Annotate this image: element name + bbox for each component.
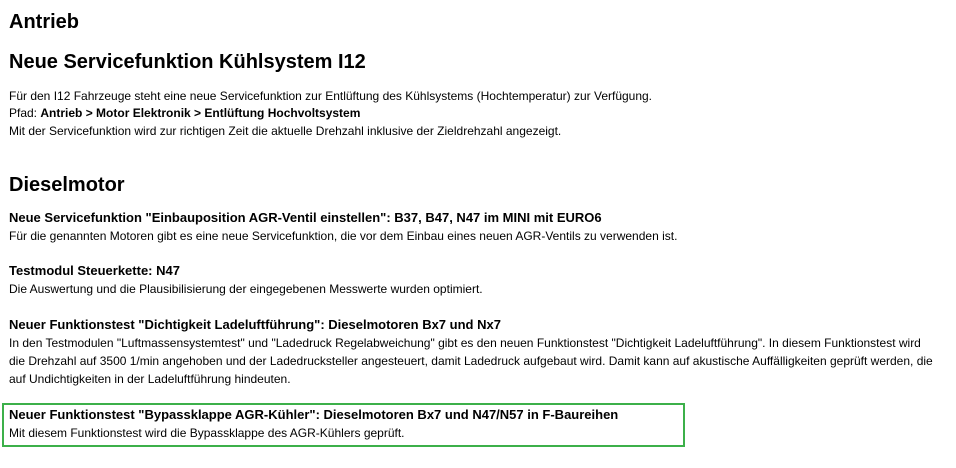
service-path-label: Pfad: xyxy=(9,106,41,120)
service-path-value: Antrieb > Motor Elektronik > Entlüftung Hochvoltsystem xyxy=(40,106,361,120)
service-title-kuehlsystem: Neue Servicefunktion Kühlsystem I12 xyxy=(9,51,366,73)
item-title-steuerkette: Testmodul Steuerkette: N47 xyxy=(9,263,180,278)
service-path xyxy=(9,104,360,122)
item-title-bypassklappe: Neuer Funktionstest "Bypassklappe AGR-Kühler": Dieselmotoren Bx7 und N47/N57 in F-Baureihen xyxy=(9,407,619,422)
item-text-agr-ventil: Für die genannten Motoren gibt es eine neue Servicefunktion, die vor dem Einbau eines neuen AGR-Ventils zu verwenden ist. xyxy=(9,229,678,243)
section-heading-antrieb: Antrieb xyxy=(9,11,79,33)
service-description: Für den I12 Fahrzeuge steht eine neue Servicefunktion zur Entlüftung des Kühlsystems (Hochtemperatur) zur Verfügung. xyxy=(9,89,653,103)
item-text-steuerkette: Die Auswertung und die Plausibilisierung der eingegebenen Messwerte wurden optimiert. xyxy=(9,282,483,296)
section-heading-dieselmotor: Dieselmotor xyxy=(9,174,125,196)
item-title-dichtigkeit: Neuer Funktionstest "Dichtigkeit Ladeluftführung": Dieselmotoren Bx7 und Nx7 xyxy=(9,317,501,332)
service-note: Mit der Servicefunktion wird zur richtigen Zeit die aktuelle Drehzahl inklusive der Zieldrehzahl angezeigt. xyxy=(9,124,562,138)
item-text-bypassklappe: Mit diesem Funktionstest wird die Bypassklappe des AGR-Kühlers geprüft. xyxy=(9,426,405,440)
item-text-dichtigkeit: In den Testmodulen "Luftmassensystemtest" und "Ladedruck Regelabweichung" gibt es den neuen Funktionstest "Dichtigkeit Ladeluftführung". In diesem Funktionstest wird die Drehzahl auf 3500 1/min angehoben und der Ladedrucksteller angesteuert, damit Ladedruck aufgebaut wird. Damit kann auf akustische Auffälligkeiten geprüft werden, die auf Undichtigkeiten in der Ladeluftführung hindeuten. xyxy=(9,336,933,386)
item-title-agr-ventil: Neue Servicefunktion "Einbauposition AGR-Ventil einstellen": B37, B47, N47 im MINI mit EURO6 xyxy=(9,210,602,225)
